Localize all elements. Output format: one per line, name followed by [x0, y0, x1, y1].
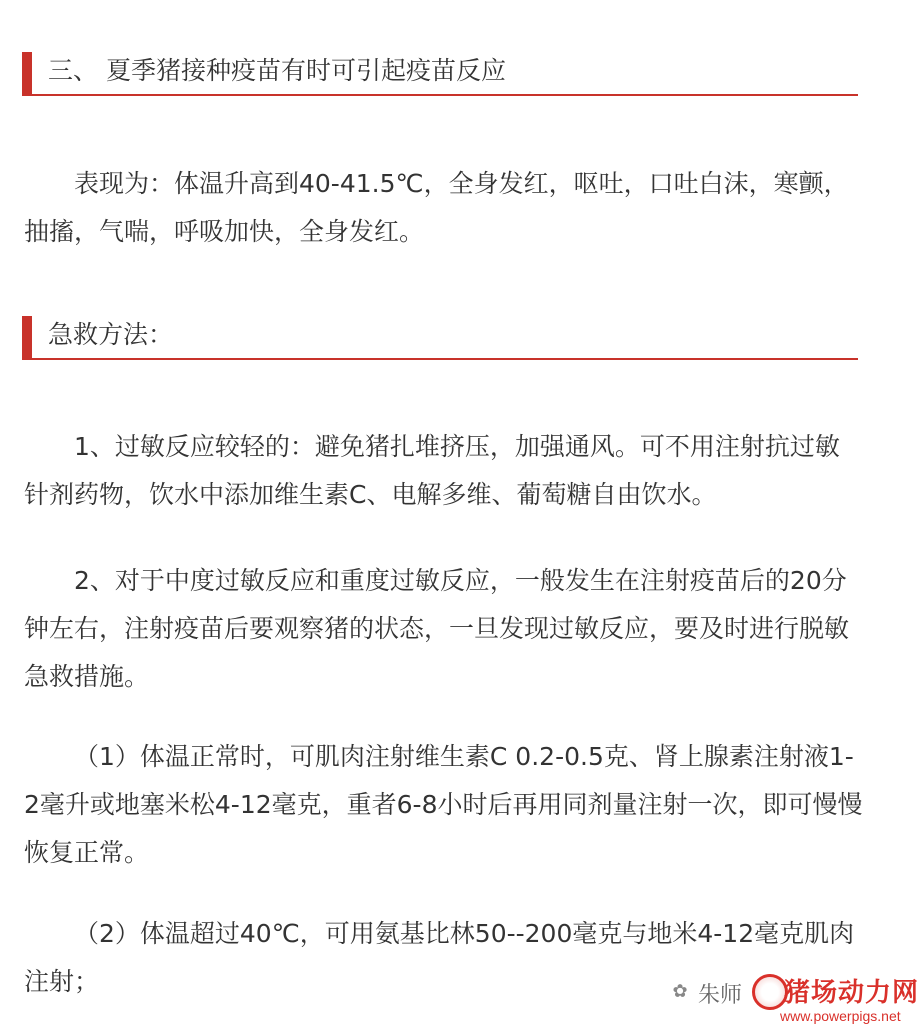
paragraph-normal-temperature: （1）体温正常时，可肌肉注射维生素C 0.2-0.5克、肾上腺素注射液1-2毫升或地塞米松4-12毫克，重者6-8小时后再用同剂量注射一次，即可慢慢恢复正常。 [24, 742, 863, 867]
section-heading-vaccine-reaction [22, 48, 858, 96]
wechat-icon: ✿ [672, 981, 688, 1002]
heading-accent-bar [22, 52, 32, 94]
section-heading-first-aid [22, 312, 858, 360]
watermark [668, 968, 919, 1030]
paragraph-moderate-severe-reaction: 2、对于中度过敏反应和重度过敏反应，一般发生在注射疫苗后的20分钟左右，注射疫苗后要观察猪的状态，一旦发现过敏反应，要及时进行脱敏急救措施。 [24, 566, 850, 691]
site-logo-icon [752, 974, 788, 1010]
heading-accent-bar [22, 316, 32, 358]
paragraph-high-temperature: （2）体温超过40℃，可用氨基比林50--200毫克与地米4-12毫克肌肉注射； [24, 919, 855, 996]
watermark-site-name: 猪场动力网 [784, 978, 919, 1008]
watermark-author: 朱师 [698, 983, 743, 1008]
heading-text: 三、 夏季猪接种疫苗有时可引起疫苗反应 [48, 56, 506, 85]
watermark-url: www.powerpigs.net [780, 1008, 901, 1024]
heading-text: 急救方法： [48, 320, 174, 349]
paragraph-symptoms: 表现为：体温升高到40-41.5℃，全身发红，呕吐，口吐白沫，寒颤，抽搐，气喘，呼吸加快，全身发红。 [24, 169, 849, 246]
paragraph-mild-reaction: 1、过敏反应较轻的：避免猪扎堆挤压，加强通风。可不用注射抗过敏针剂药物，饮水中添加维生素C、电解多维、葡萄糖自由饮水。 [24, 432, 840, 509]
